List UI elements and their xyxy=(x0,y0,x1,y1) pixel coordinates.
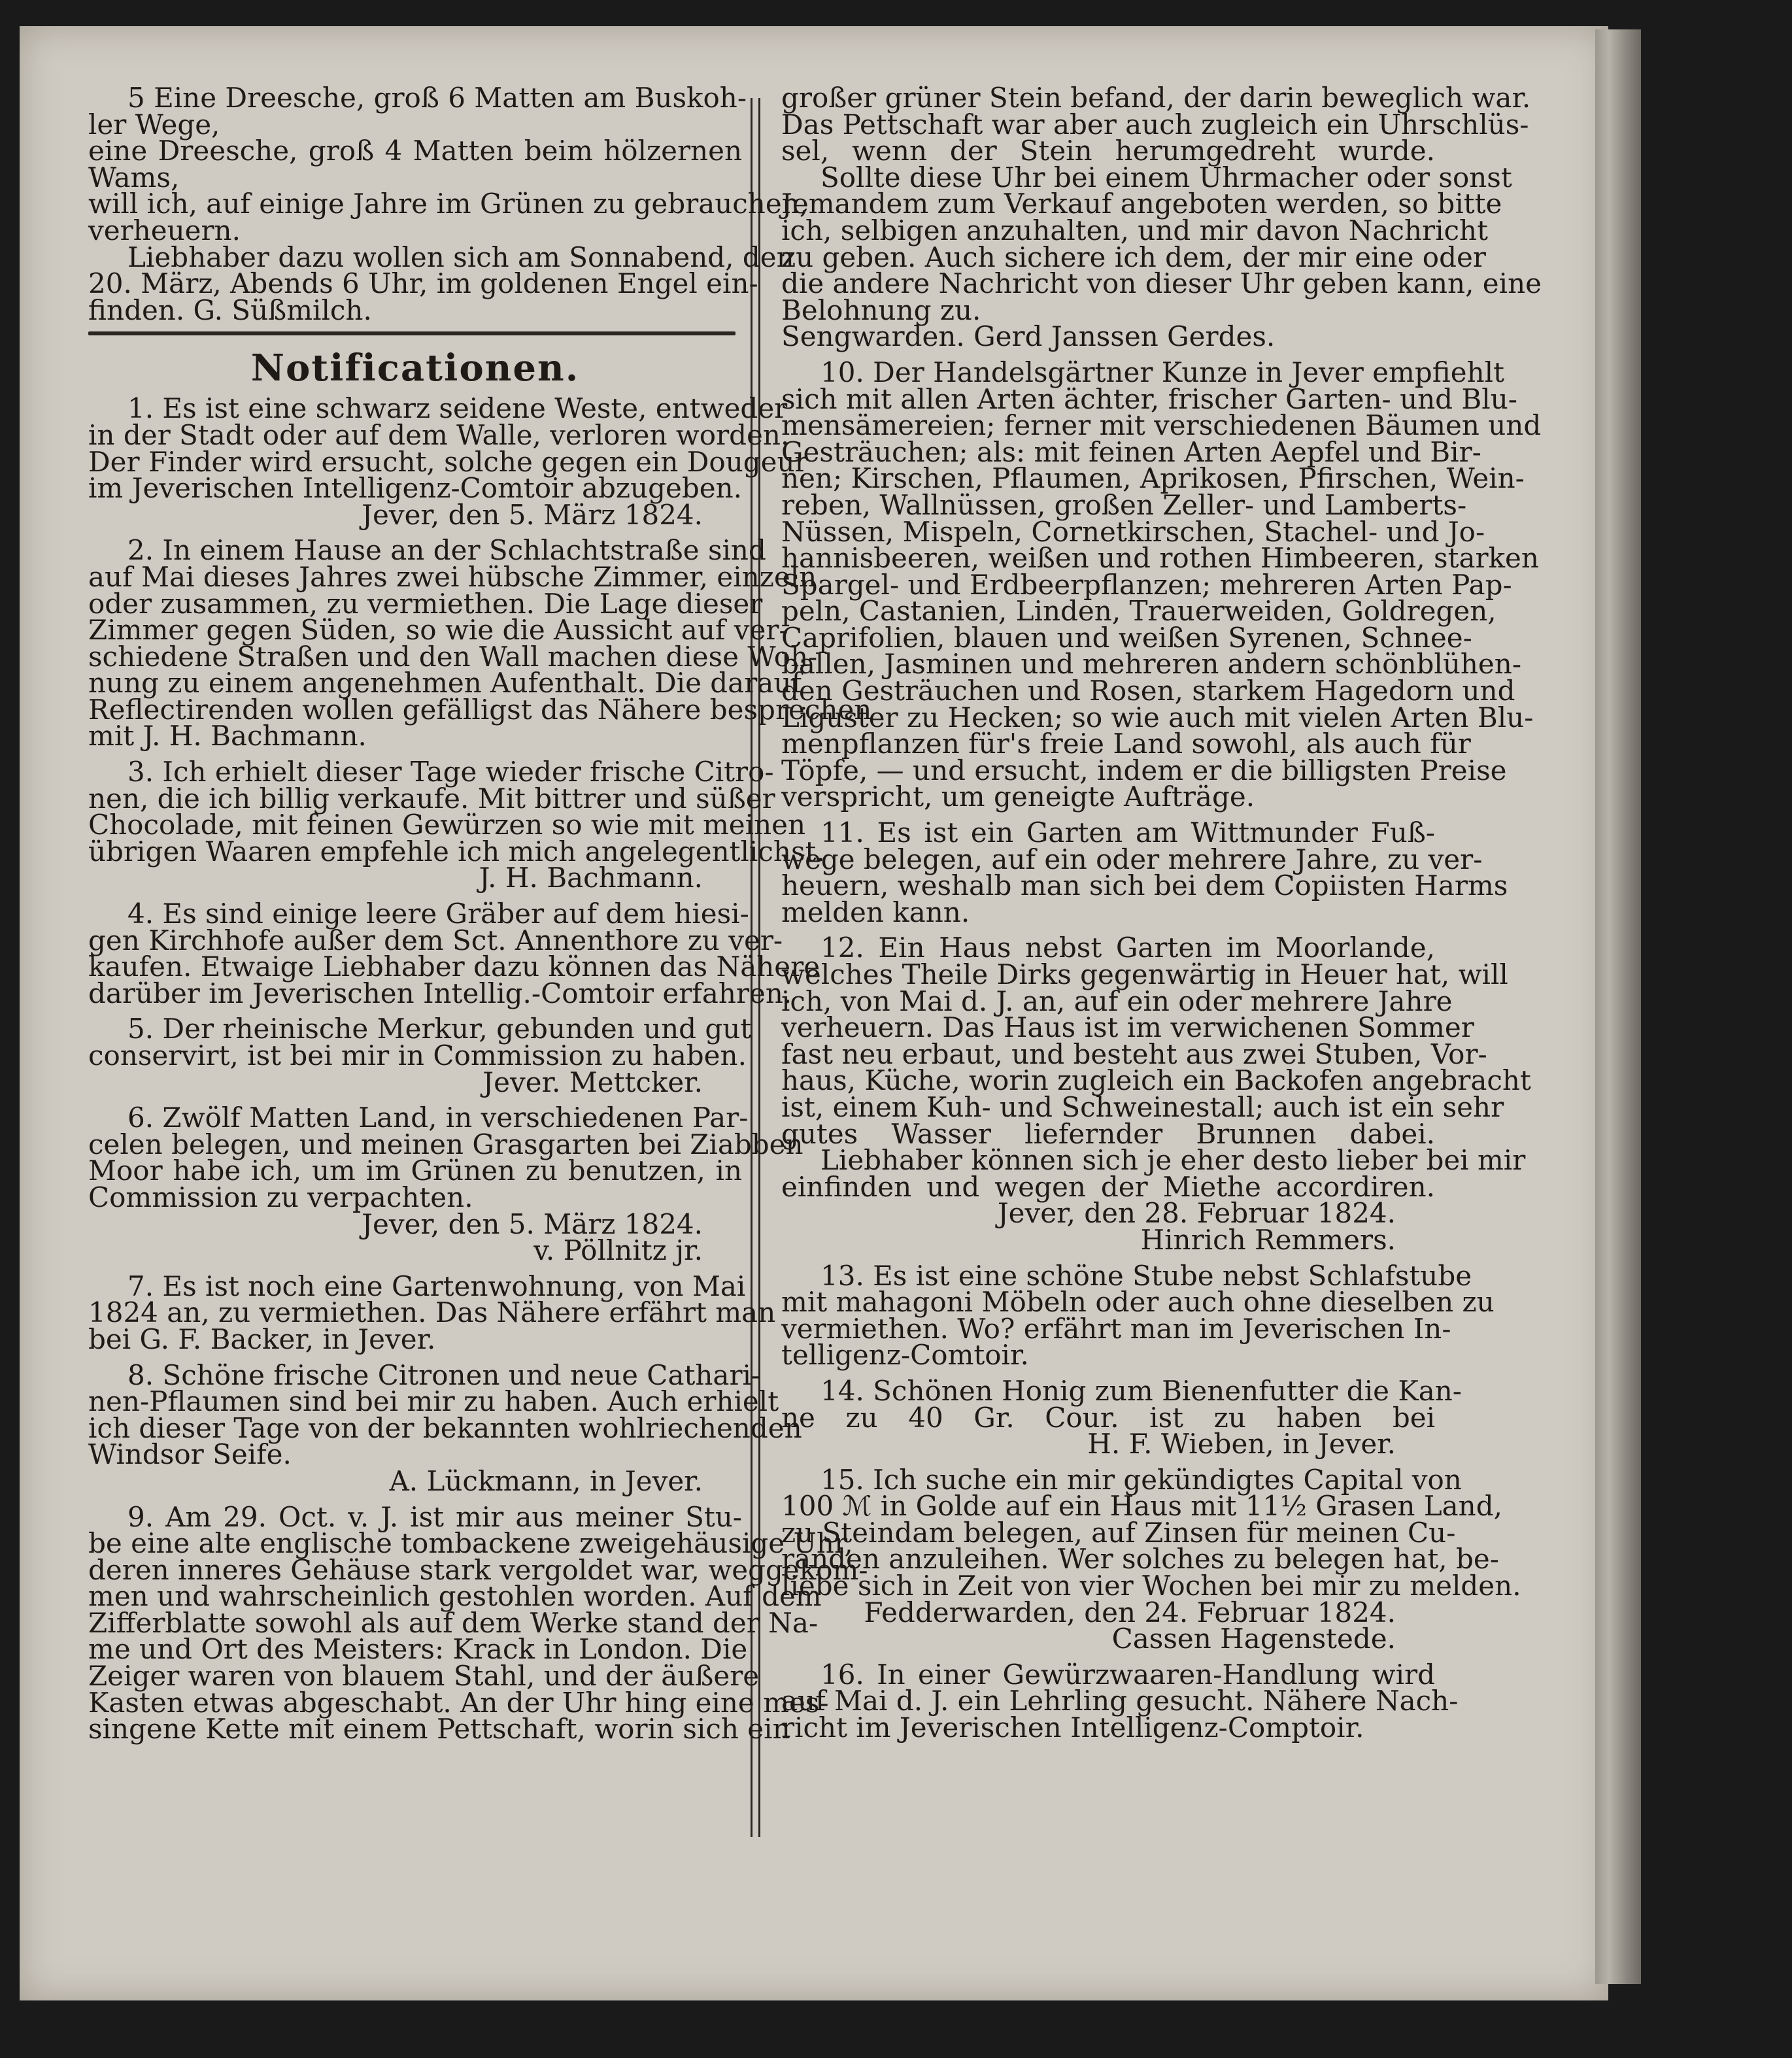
text-line: verspricht, um geneigte Aufträge. xyxy=(781,781,1255,813)
notice-item xyxy=(88,898,820,1009)
text-line: nen, die ich billig verkaufe. Mit bittrer und süßer xyxy=(88,782,775,815)
text-line: 14. Schönen Honig zum Bienenfutter die Kan- xyxy=(820,1374,1462,1407)
text-line: auf Mai dieses Jahres zwei hübsche Zimmer, einzeln xyxy=(88,560,817,593)
text-line: eine Dreesche, groß 4 Matten beim hölzernen xyxy=(88,135,742,167)
text-line: A. Lückmann, in Jever. xyxy=(389,1464,703,1497)
text-line: verheuern. Das Haus ist im verwichenen Sommer xyxy=(781,1011,1474,1044)
text-line: ich, von Mai d. J. an, auf ein oder mehrere Jahre xyxy=(781,985,1453,1017)
text-line: Jemandem zum Verkauf angeboten werden, so bitte xyxy=(781,188,1502,220)
notice-item xyxy=(88,756,825,894)
text-line: be eine alte englische tombackene zweigehäusige Uhr, xyxy=(88,1527,853,1560)
text-line: Cassen Hagenstede. xyxy=(1111,1623,1396,1655)
text-line: menpflanzen für's freie Land sowohl, als auch für xyxy=(781,728,1471,760)
text-line: reben, Wallnüssen, großen Zeller- und Lamberts- xyxy=(781,488,1467,521)
text-line: heuern, weshalb man sich bei dem Copiisten Harms xyxy=(781,869,1508,902)
notice-item xyxy=(88,1013,752,1098)
text-line: Wams, xyxy=(88,161,180,194)
text-line: Liguster zu Hecken; so wie auch mit vielen Arten Blu- xyxy=(781,701,1534,734)
text-line: Hinrich Remmers. xyxy=(1140,1223,1396,1256)
notice-item xyxy=(781,82,1542,353)
text-line: ist, einem Kuh- und Schweinestall; auch ist ein sehr xyxy=(781,1090,1504,1123)
text-line: vermiethen. Wo? erfährt man im Jeverischen In- xyxy=(781,1312,1451,1345)
text-line: peln, Castanien, Linden, Trauerweiden, Goldregen, xyxy=(781,595,1496,628)
text-line: singene Kette mit einem Pettschaft, worin sich ein xyxy=(88,1713,790,1746)
notice-item xyxy=(781,356,1542,813)
text-line: Moor habe ich, um im Grünen zu benutzen, in xyxy=(88,1155,742,1187)
text-line: fast neu erbaut, und besteht aus zwei Stuben, Vor- xyxy=(781,1037,1487,1070)
text-line: Nüssen, Mispeln, Cornetkirschen, Stachel- und Jo- xyxy=(781,515,1485,548)
text-line: Zifferblatte sowohl als auf dem Werke stand der Na- xyxy=(88,1606,819,1639)
text-line: kaufen. Etwaige Liebhaber dazu können das Nähere xyxy=(88,951,820,983)
text-line: verheuern. xyxy=(88,214,241,246)
text-line: 20. März, Abends 6 Uhr, im goldenen Engel ein- xyxy=(88,267,758,300)
text-line: im Jeverischen Intelligenz-Comtoir abzugeben. xyxy=(88,472,742,505)
text-line: einfinden und wegen der Miethe accordiren. xyxy=(781,1170,1435,1203)
text-line: melden kann. xyxy=(781,896,970,928)
text-line: welches Theile Dirks gegenwärtig in Heuer hat, will xyxy=(781,958,1508,990)
notice-item xyxy=(88,1102,803,1267)
left-notices xyxy=(88,392,872,1752)
text-line: men und wahrscheinlich gestohlen worden. Auf dem xyxy=(88,1580,822,1613)
notice-item xyxy=(88,1358,802,1497)
notice-item xyxy=(781,1658,1459,1744)
text-line: Reflectirenden wollen gefälligst das Nähere besprechen xyxy=(88,693,872,726)
text-line: ler Wege, xyxy=(88,108,220,141)
text-line: Das Pettschaft war aber auch zugleich ein Uhrschlüs- xyxy=(781,108,1529,141)
text-line: 12. Ein Haus nebst Garten im Moorlande, xyxy=(820,932,1435,964)
text-line: zu geben. Auch sichere ich dem, der mir eine oder xyxy=(781,241,1486,273)
text-line: richt im Jeverischen Intelligenz-Comptoir. xyxy=(781,1712,1364,1744)
notice-item xyxy=(781,1463,1521,1655)
text-line: Commission zu verpachten. xyxy=(88,1181,473,1213)
text-line: gutes Wasser liefernder Brunnen dabei. xyxy=(781,1117,1435,1150)
text-line: zu Steindam belegen, auf Zinsen für meinen Cu- xyxy=(781,1516,1456,1549)
notice-item xyxy=(781,932,1531,1256)
notice-item xyxy=(781,1259,1495,1372)
text-line: v. Pöllnitz jr. xyxy=(533,1234,703,1267)
text-line: me und Ort des Meisters: Krack in London. Die xyxy=(88,1633,748,1666)
text-line: Kasten etwas abgeschabt. An der Uhr hing eine mes- xyxy=(88,1686,829,1719)
text-line: nen; Kirschen, Pflaumen, Aprikosen, Pfirschen, Wein- xyxy=(781,462,1525,495)
text-line: die andere Nachricht von dieser Uhr geben kann, eine xyxy=(781,267,1542,300)
text-line: Liebhaber können sich je eher desto lieber bei mir xyxy=(820,1144,1526,1177)
text-line: mensämereien; ferner mit verschiedenen Bäumen und xyxy=(781,409,1542,442)
text-line: nen-Pflaumen sind bei mir zu haben. Auch erhielt xyxy=(88,1385,779,1418)
text-line: Jever, den 28. Februar 1824. xyxy=(997,1197,1396,1230)
left-column xyxy=(88,82,872,1752)
notice-item xyxy=(88,392,808,531)
text-line: in der Stadt oder auf dem Walle, verloren worden. xyxy=(88,418,790,451)
text-line: den Gesträuchen und Rosen, starkem Hagedorn und xyxy=(781,675,1515,707)
text-line: 4. Es sind einige leere Gräber auf dem hiesi- xyxy=(127,898,749,930)
text-line: 13. Es ist eine schöne Stube nebst Schlafstube xyxy=(820,1259,1472,1292)
text-line: 1. Es ist eine schwarz seidene Weste, entweder xyxy=(127,392,788,425)
text-line: ich dieser Tage von der bekannten wohlriechenden xyxy=(88,1411,802,1444)
text-line: übrigen Waaren empfehle ich mich angelegentlichst. xyxy=(88,835,825,868)
text-line: schiedene Straßen und den Wall machen diese Woh- xyxy=(88,640,818,673)
text-line: Chocolade, mit feinen Gewürzen so wie mit meinen xyxy=(88,809,806,841)
top-advertisement xyxy=(88,82,809,326)
text-line: will ich, auf einige Jahre im Grünen zu gebrauchen, xyxy=(88,188,809,220)
text-line: sel, wenn der Stein herumgedreht wurde. xyxy=(781,135,1435,167)
text-line: Sollte diese Uhr bei einem Uhrmacher oder sonst xyxy=(820,161,1512,194)
text-line: auf Mai d. J. ein Lehrling gesucht. Nähere Nach- xyxy=(781,1685,1459,1717)
text-line: celen belegen, und meinen Grasgarten bei Ziabben xyxy=(88,1128,803,1160)
text-line: Fedderwarden, den 24. Februar 1824. xyxy=(864,1596,1396,1628)
text-line: Spargel- und Erdbeerpflanzen; mehreren Arten Pap- xyxy=(781,568,1512,601)
text-line: 2. In einem Hause an der Schlachtstraße sind xyxy=(127,534,766,567)
text-line: Jever. Mettcker. xyxy=(482,1066,703,1098)
text-line: haus, Küche, worin zugleich ein Backofen angebracht xyxy=(781,1064,1531,1097)
text-line: Zeiger waren von blauem Stahl, und der äußere xyxy=(88,1660,760,1693)
text-line: 9. Am 29. Oct. v. J. ist mir aus meiner Stu- xyxy=(127,1500,742,1533)
text-line: Jever, den 5. März 1824. xyxy=(362,1207,703,1240)
section-rule xyxy=(88,331,735,335)
text-line: Liebhaber dazu wollen sich am Sonnabend, den xyxy=(127,241,794,273)
text-line: deren inneres Gehäuse stark vergoldet war, weggekom- xyxy=(88,1553,868,1586)
notice-item xyxy=(781,817,1508,928)
text-line: Zimmer gegen Süden, so wie die Aussicht auf ver- xyxy=(88,614,788,647)
text-line: randen anzuleihen. Wer solches zu belegen hat, be- xyxy=(781,1543,1499,1576)
text-line: 7. Es ist noch eine Gartenwohnung, von Mai xyxy=(127,1270,746,1302)
text-line: darüber im Jeverischen Intellig.-Comtoir erfahren. xyxy=(88,977,792,1009)
text-line: 100 ℳ in Golde auf ein Haus mit 11½ Grasen Land, xyxy=(781,1490,1502,1523)
text-line: sich mit allen Arten ächter, frischer Garten- und Blu- xyxy=(781,382,1517,415)
text-line: 5. Der rheinische Merkur, gebunden und gut xyxy=(127,1013,752,1045)
text-line: wege belegen, auf ein oder mehrere Jahre, zu ver- xyxy=(781,843,1483,875)
notice-item xyxy=(781,1374,1462,1460)
page-edge xyxy=(1595,29,1641,1984)
text-line: J. H. Bachmann. xyxy=(479,862,703,894)
text-line: oder zusammen, zu vermiethen. Die Lage dieser xyxy=(88,587,763,620)
text-line: 16. In einer Gewürzwaaren-Handlung wird xyxy=(820,1658,1435,1691)
text-line: ballen, Jasminen und mehreren andern schönblühen- xyxy=(781,648,1522,681)
text-line: hannisbeeren, weißen und rothen Himbeeren, starken xyxy=(781,542,1539,575)
newspaper-page xyxy=(20,26,1608,2000)
text-line: Gesträuchen; als: mit feinen Arten Aepfel und Bir- xyxy=(781,435,1481,468)
section-heading: Notificationen. xyxy=(250,346,580,390)
text-line: 8. Schöne frische Citronen und neue Cathari- xyxy=(127,1358,761,1391)
right-column xyxy=(781,82,1542,1751)
text-line: conservirt, ist bei mir in Commission zu haben. xyxy=(88,1039,747,1071)
text-line: finden. G. Süßmilch. xyxy=(88,294,372,326)
text-line: H. F. Wieben, in Jever. xyxy=(1087,1428,1396,1460)
text-line: nung zu einem angenehmen Aufenthalt. Die darauf xyxy=(88,667,802,700)
text-line: Sengwarden. Gerd Janssen Gerdes. xyxy=(781,320,1276,353)
text-line: 15. Ich suche ein mir gekündigtes Capital von xyxy=(820,1463,1462,1496)
text-line: großer grüner Stein befand, der darin beweglich war. xyxy=(781,82,1531,114)
text-line: Jever, den 5. März 1824. xyxy=(362,498,703,531)
text-line: telligenz-Comtoir. xyxy=(781,1339,1029,1372)
text-line: mit mahagoni Möbeln oder auch ohne dieselben zu xyxy=(781,1286,1495,1319)
text-line: Belohnung zu. xyxy=(781,294,981,326)
text-line: 1824 an, zu vermiethen. Das Nähere erfährt man xyxy=(88,1296,776,1329)
text-line: liebe sich in Zeit von vier Wochen bei mir zu melden. xyxy=(781,1570,1521,1602)
text-line: 6. Zwölf Matten Land, in verschiedenen Par- xyxy=(127,1102,749,1134)
text-line: 10. Der Handelsgärtner Kunze in Jever empfiehlt xyxy=(820,356,1504,388)
notice-item xyxy=(88,1270,776,1355)
text-line: 11. Es ist ein Garten am Wittmunder Fuß- xyxy=(820,817,1435,849)
text-line: Der Finder wird ersucht, solche gegen ein Dougeur xyxy=(88,445,808,478)
text-line: bei G. F. Backer, in Jever. xyxy=(88,1323,436,1355)
text-line: ich, selbigen anzuhalten, und mir davon Nachricht xyxy=(781,214,1488,246)
text-line: 3. Ich erhielt dieser Tage wieder frische Citro- xyxy=(127,756,774,788)
text-line: ne zu 40 Gr. Cour. ist zu haben bei xyxy=(781,1401,1435,1434)
text-line: gen Kirchhofe außer dem Sct. Annenthore zu ver- xyxy=(88,924,783,956)
notice-item xyxy=(88,534,872,752)
text-line: Caprifolien, blauen und weißen Syrenen, Schnee- xyxy=(781,621,1472,654)
text-line: mit J. H. Bachmann. xyxy=(88,720,367,752)
text-line: 5 Eine Dreesche, groß 6 Matten am Buskoh- xyxy=(127,82,747,114)
text-line: Windsor Seife. xyxy=(88,1438,292,1471)
notice-item xyxy=(88,1500,868,1746)
text-line: Töpfe, — und ersucht, indem er die billigsten Preise xyxy=(781,754,1507,786)
